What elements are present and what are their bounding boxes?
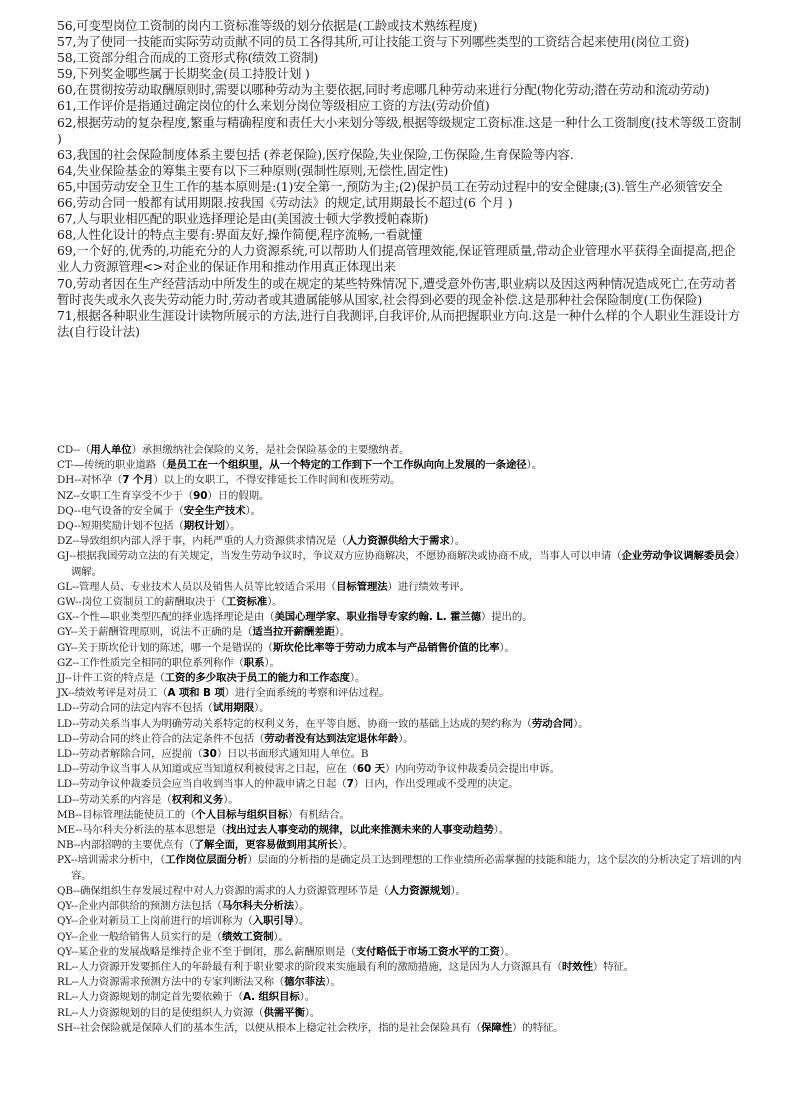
entry-answer: 90 bbox=[193, 489, 208, 502]
entry-answer: 德尔菲法 bbox=[284, 976, 326, 989]
question-69: 69,一个好的,优秀的,功能充分的人力资源系统,可以帮助人们提高管理效能,保证管理质量,带动企业管理水平获得全面提高,把企业人力资源管理<>对企业的保证作用和推动作用真正体现出来 bbox=[57, 243, 736, 275]
entry-answer: 权利和义务 bbox=[171, 793, 224, 806]
entry: DQ--电气设备的安全属于（安全生产技术）。 bbox=[57, 504, 261, 517]
entry: RL--人力资源规划的目的是使组织人力资源（供需平衡）。 bbox=[57, 1006, 321, 1019]
entry-answer: 30 bbox=[202, 748, 217, 761]
entry: CT-—传统的职业道路（是员工在一个组织里，从一个特定的工作到下一个工作纵向向上发展的一条途径）。 bbox=[57, 459, 542, 472]
question-63: 63,我国的社会保险制度体系主要包括 (养老保险),医疗保险,失业保险,工伤保险,生育保险等内容. bbox=[57, 146, 574, 162]
entry-answer: A. 组织目标 bbox=[243, 991, 300, 1004]
entry: JX--绩效考评是对员工（A 项和 B 项）进行全面系统的考察和评估过程。 bbox=[57, 687, 390, 700]
question-67: 67,人与职业相匹配的职业选择理论是由(美国波士顿大学教授帕森斯) bbox=[57, 211, 429, 227]
entry: DQ--短期奖励计划不包括（期权计划）。 bbox=[57, 520, 241, 533]
numbered-questions bbox=[57, 18, 745, 340]
entry: GL--管理人员、专业技术人员以及销售人员等比较适合采用（目标管理法）进行绩效考评。 bbox=[57, 580, 470, 593]
entry: QY--企业一般给销售人员实行的是（绩效工资制）。 bbox=[57, 930, 289, 943]
entry-answer: 供需平衡 bbox=[263, 1006, 305, 1019]
entry: LD--劳动合同的法定内容不包括（试用期限）。 bbox=[57, 702, 270, 715]
glossary-entries bbox=[57, 443, 747, 1036]
entry-answer: 是员工在一个组织里，从一个特定的工作到下一个工作纵向向上发展的一条途径 bbox=[166, 459, 527, 472]
entry: SH--社会保险就是保障人们的基本生活，以便从根本上稳定社会秩序，指的是社会保险具有（保障性）的特征。 bbox=[57, 1021, 564, 1034]
entry: QB--确保组织生存发展过程中对人力资源的需求的人力资源管理环节是（人力资源规划）。 bbox=[57, 884, 466, 897]
entry-answer: 了解全面，更容易做到用其所长 bbox=[193, 839, 338, 852]
question-58: 58,工资部分组合而成的工资形式称(绩效工资制) bbox=[57, 50, 319, 66]
entry: PX--培训需求分析中，（工作岗位层面分析）层面的分析指的是确定员工达到理想的工作业绩所必需掌握的技能和能力，这个层次的分析决定了培训的内容。 bbox=[57, 854, 742, 882]
entry: LD--劳动争议当事人从知道或应当知道权利被侵害之日起，应在（60 天）内向劳动争议仲裁委员会提出申诉。 bbox=[57, 763, 560, 776]
question-59: 59,下列奖金哪些属于长期奖金(员工持股计划 ) bbox=[57, 66, 310, 82]
question-57: 57,为了使同一技能而实际劳动贡献不同的员工各得其所,可让技能工资与下列哪些类型的工资结合起来使用(岗位工资) bbox=[57, 34, 690, 50]
entry-answer: 工资标准 bbox=[225, 596, 268, 609]
entry: JJ--计件工资的特点是（工资的多少取决于员工的能力和工作态度）。 bbox=[57, 672, 366, 685]
question-70: 70,劳动者因在生产经营活动中所发生的或在规定的某些特殊情况下,遭受意外伤害,职业病以及因这两种情况造成死亡,在劳动者暂时丧失或永久丧失劳动能力时,劳动者或其遗属能够从国家,社会得到必要的现金补偿.这是那种社会保险制度(工伤保险) bbox=[57, 275, 737, 307]
entry-answer: 职系 bbox=[243, 656, 265, 669]
entry-answer: 找出过去人事变动的规律，以此来推测未来的人事变动趋势 bbox=[226, 824, 494, 837]
entry: RL--人力资源规划的制定首先要依赖于（A. 组织目标）。 bbox=[57, 991, 316, 1004]
entry-answer: 美国心理学家、职业指导专家约翰. L. 霍兰德 bbox=[274, 611, 481, 624]
entry: DH--对怀孕（7 个月）以上的女职工，不得安排延长工作时间和夜班劳动。 bbox=[57, 474, 401, 487]
entry: MB--目标管理法能使员工的（个人目标与组织目标）有机结合。 bbox=[57, 808, 350, 821]
entry: CD--（用人单位）承担缴纳社会保险的义务，是社会保险基金的主要缴纳者。 bbox=[57, 444, 410, 456]
entry: QY--企业对新员工上岗前进行的培训称为（入职引导）。 bbox=[57, 915, 310, 928]
question-56: 56,可变型岗位工资制的岗内工资标准等级的划分依据是(工龄或技术熟练程度) bbox=[57, 18, 478, 33]
entry: RL--人力资源需求预测方法中的专家判断法又称（德尔菲法）。 bbox=[57, 976, 341, 989]
entry-answer: 入职引导 bbox=[252, 915, 294, 928]
entry: NB--内部招聘的主要优点有（了解全面，更容易做到用其所长）。 bbox=[57, 839, 354, 852]
question-68: 68,人性化设计的特点主要有:界面友好,操作简便,程序流畅,一看就懂 bbox=[57, 227, 423, 243]
entry-answer: 劳动者没有达到法定退休年龄 bbox=[264, 732, 399, 745]
question-71: 71,根据各种职业生涯设计读物所展示的方法,进行自我测评,自我评价,从而把握职业方向.这是一种什么样的个人职业生涯设计方法(自行设计法) bbox=[57, 307, 741, 339]
entry-answer: 适当拉开薪酬差距 bbox=[252, 626, 335, 639]
entry-answer: 试用期限 bbox=[212, 702, 254, 715]
entry-answer: 人力资源规划 bbox=[388, 884, 451, 897]
entry-answer: 60 天 bbox=[356, 763, 385, 776]
question-61: 61,工作评价是指通过确定岗位的什么来划分岗位等级相应工资的方法(劳动价值) bbox=[57, 98, 490, 114]
entry: ME--马尔科夫分析法的基本思想是（找出过去人事变动的规律，以此来推测未来的人事变动趋势）。 bbox=[57, 824, 510, 837]
entry: DZ--导致组织内部人浮于事，内耗严重的人力资源供求情况是（人力资源供给大于需求）。 bbox=[57, 535, 466, 548]
entry-answer: 个人目标与组织目标 bbox=[195, 808, 288, 821]
entry-answer: 绩效工资制 bbox=[221, 930, 274, 943]
entry: LD--劳动关系的内容是（权利和义务）。 bbox=[57, 793, 239, 806]
entry-answer: 7 bbox=[346, 778, 354, 791]
entry-answer: A 项和 B 项 bbox=[167, 687, 225, 700]
entry: GW--岗位工资制员工的薪酬取决于（工资标准）。 bbox=[57, 596, 283, 609]
entry: QY--企业内部供给的预测方法包括（马尔科夫分析法）。 bbox=[57, 900, 310, 913]
entry-answer: 工资的多少取决于员工的能力和工作态度 bbox=[164, 672, 350, 685]
entry: GX--个性—职业类型匹配的择业选择理论是由（美国心理学家、职业指导专家约翰. L. 霍兰德）提出的。 bbox=[57, 611, 533, 624]
entry: RL--人力资源开发要抓住人的年龄最有利于职业要求的阶段来实施最有利的激励措施，这是因为人力资源具有（时效性）特征。 bbox=[57, 960, 635, 973]
entry-answer: 企业劳动争议调解委员会 bbox=[621, 550, 735, 563]
question-62: 62,根据劳动的复杂程度,繁重与精确程度和责任大小来划分等级,根据等级规定工资标准.这是一种什么工资制度(技术等级工资制 ) bbox=[57, 114, 742, 146]
entry-answer: 保障性 bbox=[481, 1021, 513, 1034]
question-60: 60,在贯彻按劳动取酬原则时,需要以哪种劳动为主要依据,同时考虑哪几种劳动来进行分配(物化劳动;潜在劳动和流动劳动) bbox=[57, 82, 710, 98]
entry: GJ--根据我国劳动立法的有关规定，当发生劳动争议时，争议双方应协商解决，不愿协商解决或协商不成，当事人可以申请（企业劳动争议调解委员会）调解。 bbox=[57, 550, 745, 578]
entry-answer: 目标管理法 bbox=[336, 580, 388, 593]
entry-answer: 时效性 bbox=[562, 960, 593, 973]
question-66: 66,劳动合同一般都有试用期限.按我国《劳动法》的规定,试用期最长不超过(6 个月 ) bbox=[57, 195, 513, 211]
entry-answer: 安全生产技术 bbox=[183, 504, 246, 517]
entry-answer: 斯坎伦比率等于劳动力成本与产品销售价值的比率 bbox=[272, 641, 500, 654]
entry: GY--关于斯坎伦计划的陈述，哪一个是错误的（斯坎伦比率等于劳动力成本与产品销售价值的比率）。 bbox=[57, 641, 515, 654]
entry-answer: 劳动合同 bbox=[531, 717, 574, 730]
entry: NZ--女职工生育享受不少于（90）日的假期。 bbox=[57, 489, 270, 502]
question-64: 64,失业保险基金的筹集主要有以下三种原则(强制性原则,无偿性,固定性) bbox=[57, 162, 449, 178]
entry: LD--劳动者解除合同，应提前（30）日以书面形式通知用人单位。B bbox=[57, 748, 369, 761]
question-65: 65,中国劳动安全卫生工作的基本原则是:(1)安全第一,预防为主;(2)保护员工在劳动过程中的安全健康;(3).管生产必须管安全 bbox=[57, 178, 723, 194]
entry-answer: 支付略低于市场工资水平的工资 bbox=[355, 945, 500, 958]
entry: QY--某企业的发展战略是维持企业不至于倒闭，那么薪酬原则是（支付略低于市场工资水平的工资）。 bbox=[57, 945, 516, 958]
entry: LD--劳动合同的终止符合的法定条件不包括（劳动者没有达到法定退休年龄）。 bbox=[57, 732, 414, 745]
entry-answer: 工作岗位层面分析 bbox=[165, 854, 248, 867]
entry-answer: 用人单位 bbox=[90, 444, 132, 456]
entry: LD--劳动争议仲裁委员会应当自收到当事人的仲裁申请之日起（7）日内，作出受理或不受理的决定。 bbox=[57, 778, 519, 791]
entry-answer: 7 个月 bbox=[122, 474, 154, 487]
entry-answer: 人力资源供给大于需求 bbox=[346, 535, 450, 548]
entry: GY--关于薪酬管理原则，说法不正确的是（适当拉开薪酬差距）。 bbox=[57, 626, 351, 639]
entry: LD--劳动关系当事人为明确劳动关系特定的权利义务，在平等自愿、协商一致的基础上达成的契约称为（劳动合同）。 bbox=[57, 717, 589, 730]
entry-answer: 马尔科夫分析法 bbox=[221, 900, 294, 913]
entry: GZ--工作性质完全相同的职位系列称作（职系）。 bbox=[57, 656, 280, 669]
entry-answer: 期权计划 bbox=[183, 520, 225, 533]
